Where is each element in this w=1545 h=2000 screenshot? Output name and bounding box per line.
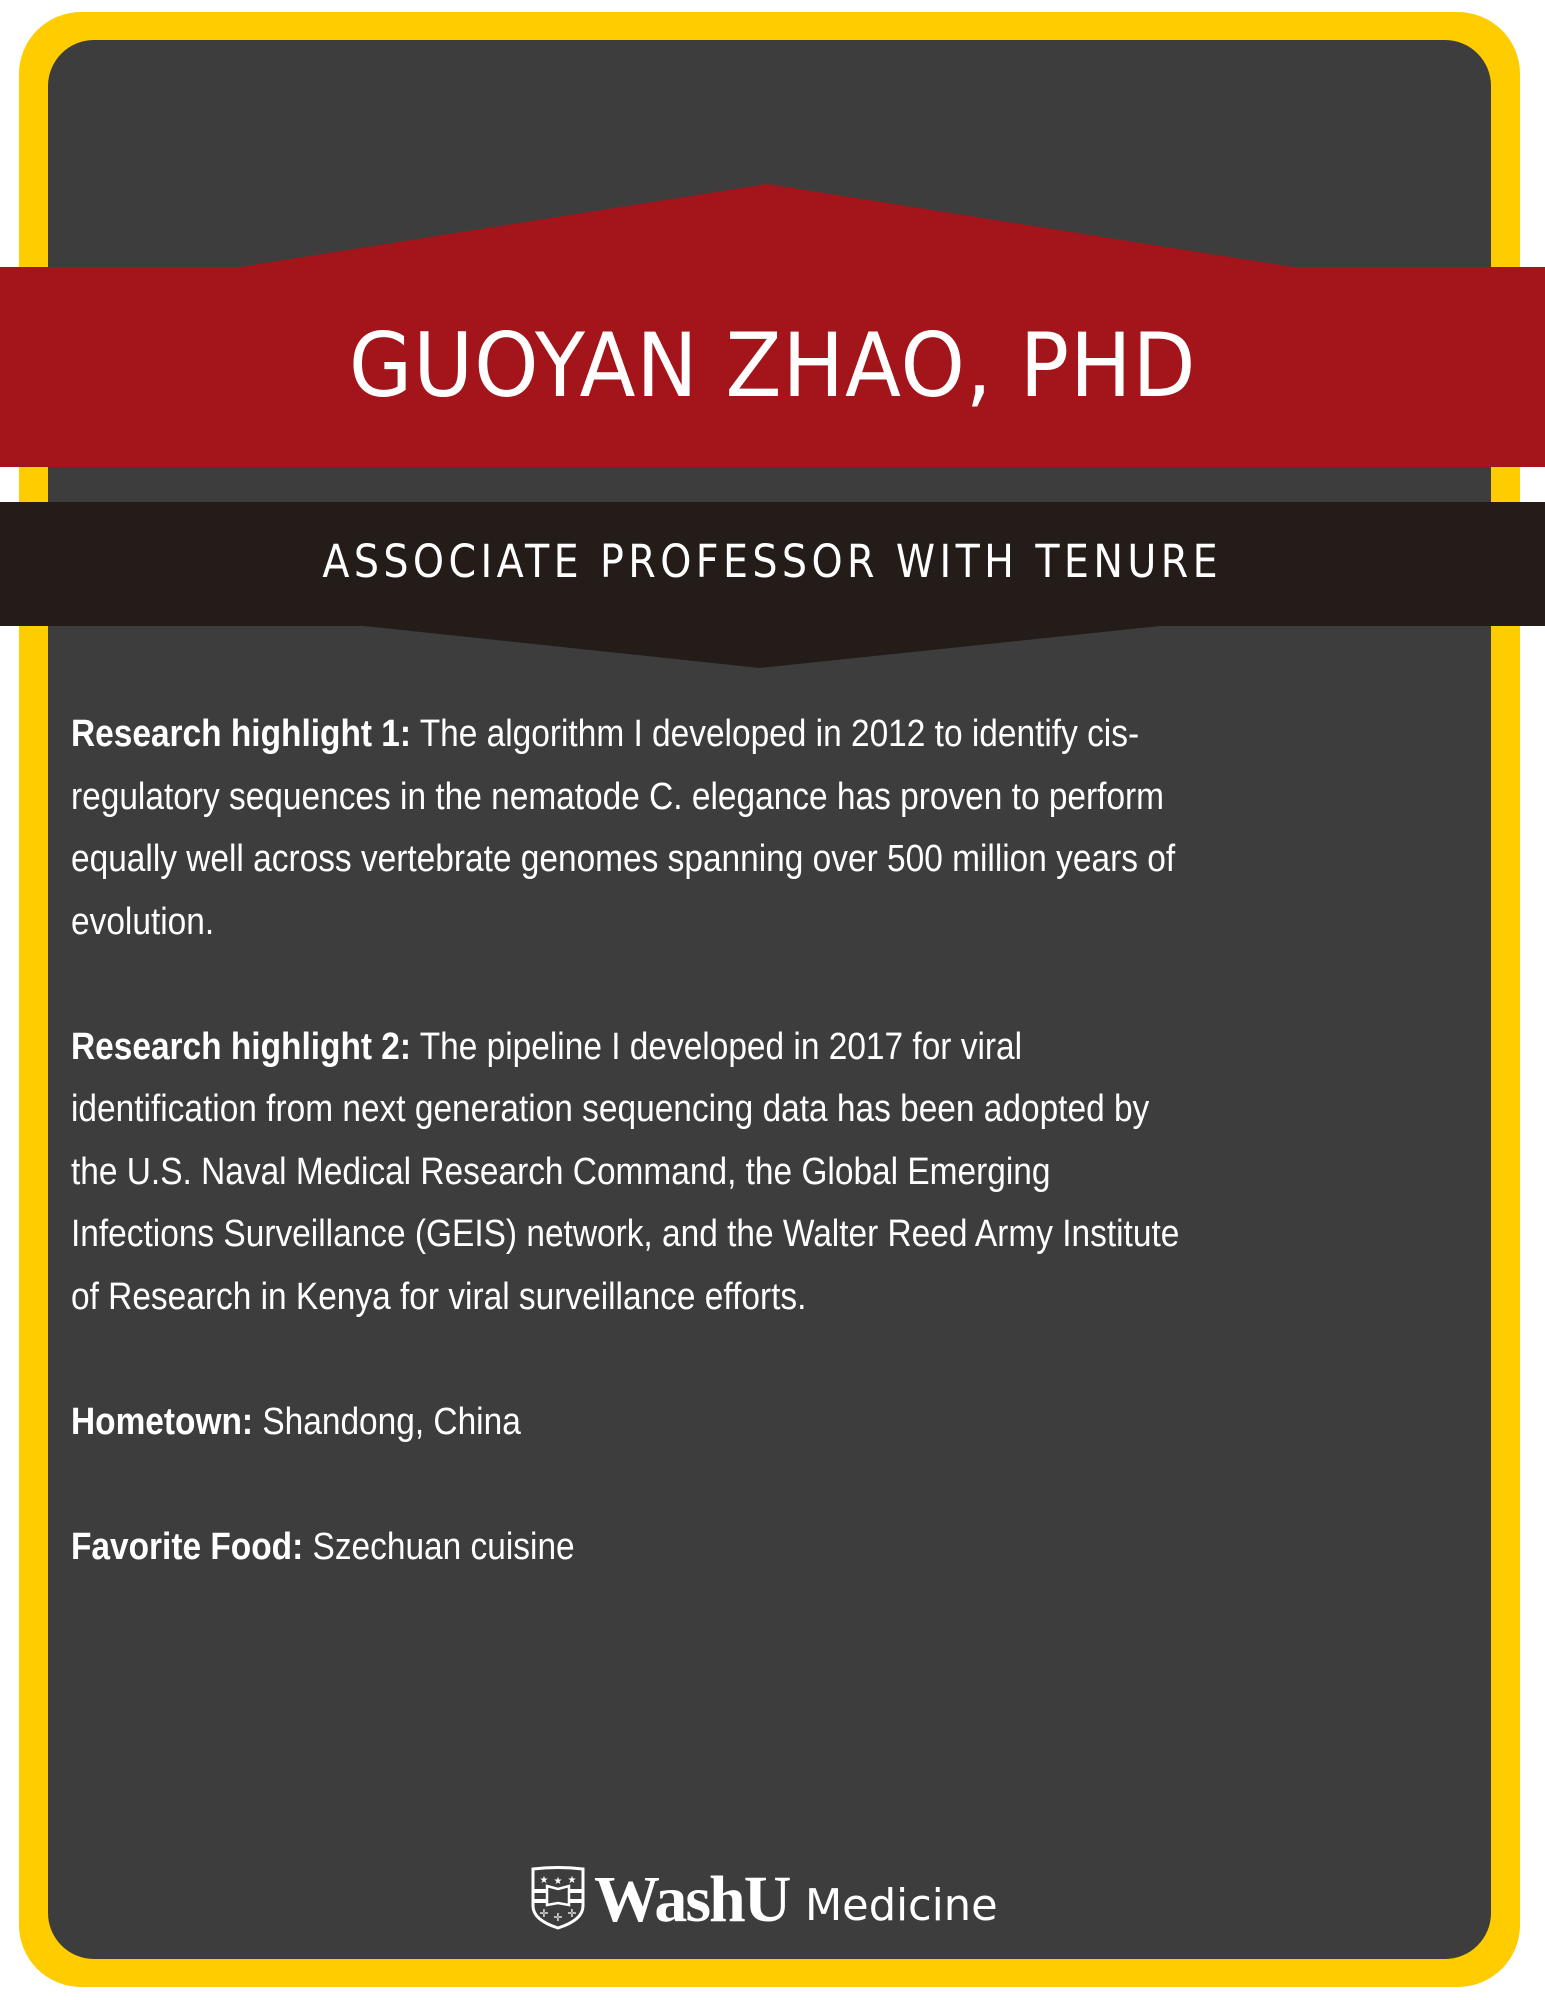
text-line xyxy=(71,1016,1321,1079)
svg-text:★: ★ xyxy=(567,1875,577,1886)
hometown-value: Shandong, China xyxy=(262,1400,521,1443)
highlight-text: The pipeline I developed in 2017 for viral xyxy=(419,1025,1023,1068)
text-line: equally well across vertebrate genomes spanning over 500 million years of xyxy=(71,838,1176,880)
favorite-food-value: Szechuan cuisine xyxy=(312,1525,575,1568)
spacer xyxy=(71,953,1491,1016)
favorite-food-row xyxy=(71,1516,1321,1579)
text-line: regulatory sequences in the nematode C. elegance has proven to perform xyxy=(71,775,1165,818)
highlight-label: Research highlight 1: xyxy=(71,713,412,755)
washu-medicine-logo xyxy=(530,1863,1000,1936)
svg-text:✛: ✛ xyxy=(567,1907,577,1920)
text-line: Infections Surveillance (GEIS) network, and the Walter Reed Army Institute xyxy=(71,1213,1180,1255)
text-line: the U.S. Naval Medical Research Command, the Global Emerging xyxy=(71,1150,1051,1193)
text-line: of Research in Kenya for viral surveillance efforts. xyxy=(71,1275,807,1318)
spacer xyxy=(71,1453,1491,1516)
highlight-label: Research highlight 2: xyxy=(71,1025,412,1068)
research-highlight-2 xyxy=(71,1016,1491,1329)
spacer xyxy=(71,1328,1491,1391)
name-banner xyxy=(0,267,1545,467)
svg-text:✛: ✛ xyxy=(553,1911,563,1924)
highlight-text: The algorithm I developed in 2012 to identify cis- xyxy=(411,713,1140,755)
hometown-row xyxy=(71,1391,1321,1454)
svg-text:✛: ✛ xyxy=(539,1907,549,1920)
job-title: ASSOCIATE PROFESSOR WITH TENURE xyxy=(322,534,1223,588)
logo-wordmark: WashU xyxy=(594,1863,790,1936)
hometown-label: Hometown: xyxy=(71,1400,254,1443)
text-line: evolution. xyxy=(71,900,215,943)
svg-text:★: ★ xyxy=(539,1875,549,1886)
logo-suffix: Medicine xyxy=(805,1880,999,1931)
profile-body xyxy=(71,703,1491,1578)
favorite-food-label: Favorite Food: xyxy=(71,1525,304,1568)
research-highlight-1 xyxy=(71,703,1491,953)
svg-text:★: ★ xyxy=(553,1876,563,1887)
title-banner xyxy=(0,502,1545,626)
text-line: identification from next generation sequencing data has been adopted by xyxy=(71,1088,1150,1130)
university-shield-icon xyxy=(530,1866,586,1930)
person-name: GUOYAN ZHAO, PHD xyxy=(348,313,1197,417)
text-line xyxy=(71,703,1321,766)
